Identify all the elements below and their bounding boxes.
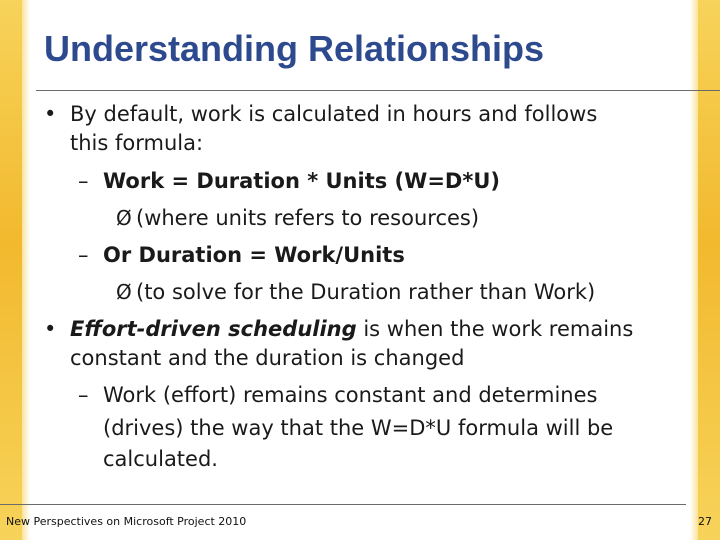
sub-item-3-line-3: calculated. xyxy=(103,447,218,471)
bullet-2-emphasis: Effort-driven scheduling xyxy=(70,317,357,341)
footer-text: New Perspectives on Microsoft Project 2010 xyxy=(6,515,247,528)
arrow-bullet-icon: Ø xyxy=(116,206,132,230)
page-number: 27 xyxy=(698,515,712,528)
footer-divider xyxy=(0,504,686,505)
dash-marker: – xyxy=(78,383,89,407)
sub-item-formula: Work = Duration * Units (W=D*U) xyxy=(103,169,500,193)
sub-item-3-line-2: (drives) the way that the W=D*U formula will be xyxy=(103,416,614,440)
bullet-1-line-2: this formula: xyxy=(70,131,204,155)
bullet-1-line-1: By default, work is calculated in hours and follows xyxy=(70,102,598,126)
bullet-2-line-2: constant and the duration is changed xyxy=(70,346,465,370)
dash-marker: – xyxy=(78,169,89,193)
sub-sub-item-duration-note: (to solve for the Duration rather than Work) xyxy=(136,280,596,304)
title-divider xyxy=(36,90,720,91)
left-bar-glow xyxy=(22,0,30,540)
bullet-marker: • xyxy=(44,102,57,126)
sub-item-duration-formula: Or Duration = Work/Units xyxy=(103,243,405,267)
arrow-bullet-icon: Ø xyxy=(116,280,132,304)
bullet-marker: • xyxy=(44,317,57,341)
sub-item-3-line-1: Work (effort) remains constant and determines xyxy=(103,383,598,407)
sub-sub-item-units-note: (where units refers to resources) xyxy=(136,206,480,230)
right-decorative-bar xyxy=(698,0,720,540)
slide-title: Understanding Relationships xyxy=(44,28,545,69)
bullet-2-text: is when the work remains xyxy=(356,317,634,341)
right-bar-glow xyxy=(690,0,698,540)
bullet-2-line-1 xyxy=(70,317,633,341)
left-decorative-bar xyxy=(0,0,22,540)
dash-marker: – xyxy=(78,243,89,267)
